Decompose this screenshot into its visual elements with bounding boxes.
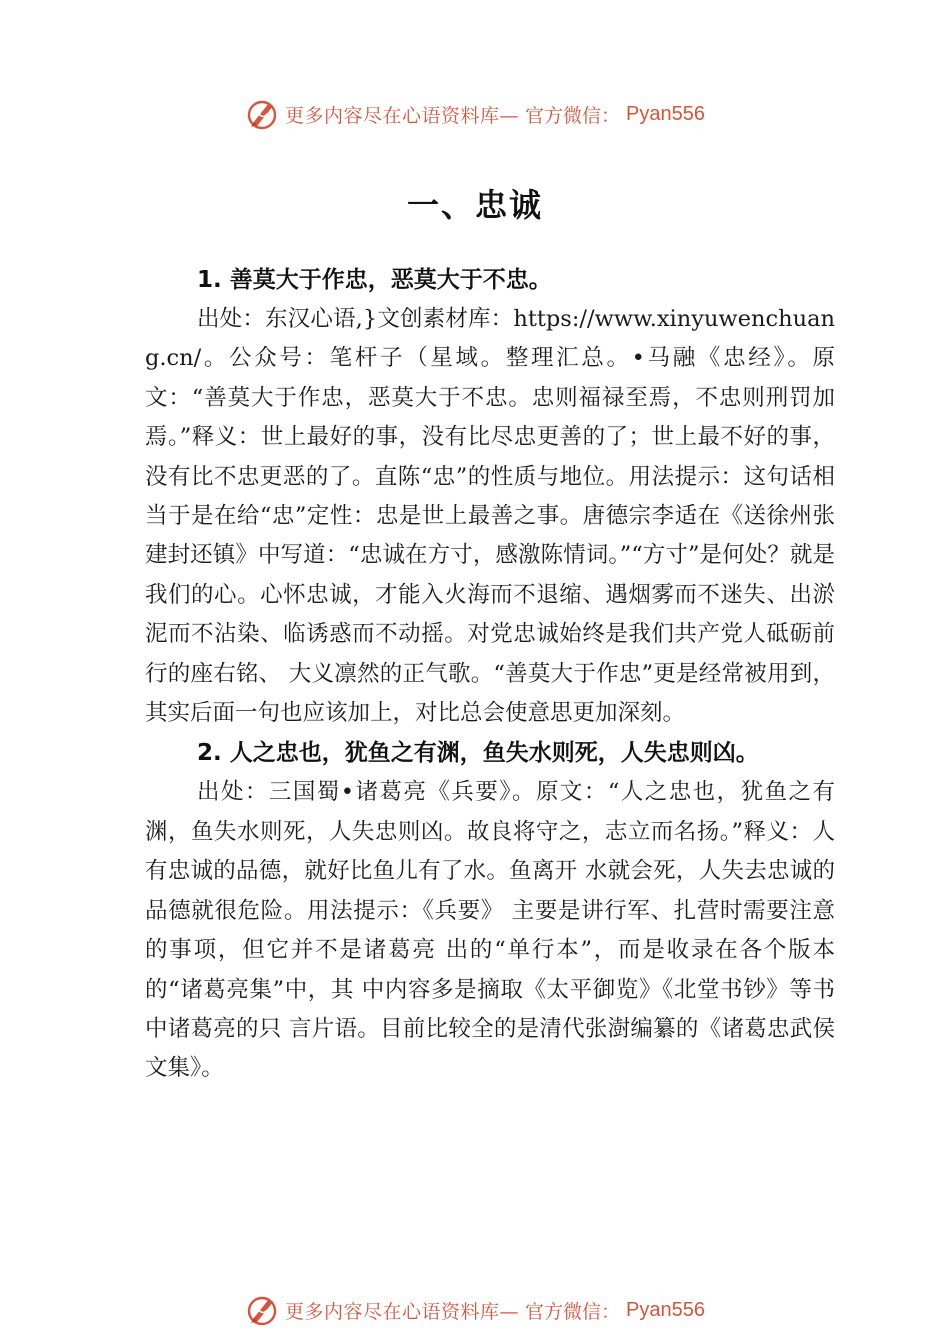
watermark-suffix: 官方微信： <box>525 1300 621 1323</box>
watermark-wechat-id: Pyan556 <box>626 102 705 125</box>
section-title: 一、忠诚 <box>406 186 543 224</box>
watermark-suffix: 官方微信： <box>525 104 621 127</box>
watermark-text: 更多内容尽在心语资料库— <box>285 1300 520 1323</box>
pen-logo-icon <box>245 97 279 131</box>
footer-watermark <box>0 1288 950 1332</box>
document-body <box>145 260 835 1089</box>
pen-logo-icon <box>245 1293 279 1327</box>
item-heading-1: 1. 善莫大于作忠，恶莫大于不忠。 <box>197 267 552 293</box>
watermark-wechat-id: Pyan556 <box>626 1298 705 1321</box>
item-heading-2: 2. 人之忠也，犹鱼之有渊，鱼失水则死，人失忠则凶。 <box>197 740 759 767</box>
header-watermark <box>0 92 950 136</box>
item-body-2: 出处：三国蜀•诸葛亮《兵要》。原文：“人之忠也，犹鱼之有渊，鱼失水则死，人失忠则凶。故良将守之，志立而名扬。”释义：人有忠诚的品德，就好比鱼儿有了水。鱼离开 水就会死，人失去忠诚的品德就很危险。用法提示：《兵要》 主要是讲行军、扎营时需要注意的事项，但它并不是诸葛亮 出的“单行本”，而是收录在各个版本的“诸葛亮集”中，其 中内容多是摘取《太平御览》《北堂书钞》等书中诸葛亮的只 言片语。目前比较全的是清代张澍编纂的《诸葛忠武侯文集》。 <box>145 779 835 1082</box>
item-body-1: 出处：东汉心语,}文创素材库：https://www.xinyuwenchuang.cn/。公众号：笔杆子（星域。整理汇总。•马融《忠经》。原文：“善莫大于作忠，恶莫大于不忠。忠则福禄至焉，不忠则刑罚加焉。”释义：世上最好的事，没有比尽忠更善的了；世上最不好的事，没有比不忠更恶的了。直陈“忠”的性质与地位。用法提示：这句话相当于是在给“忠”定性：忠是世上最善之事。唐德宗李适在《送徐州张建封还镇》中写道：“忠诚在方寸，感激陈情词。”“方寸”是何处？就是我们的心。心怀忠诚，才能入火海而不退缩、遇烟雾而不迷失、出淤泥而不沾染、临诱惑而不动摇。对党忠诚始终是我们共产党人砥砺前行的座右铭、 大义凛然的正气歌。“善莫大于作忠”更是经常被用到，其实后面一句也应该加上，对比总会使意思更加深刻。 <box>145 306 835 727</box>
watermark-text: 更多内容尽在心语资料库— <box>285 104 520 127</box>
